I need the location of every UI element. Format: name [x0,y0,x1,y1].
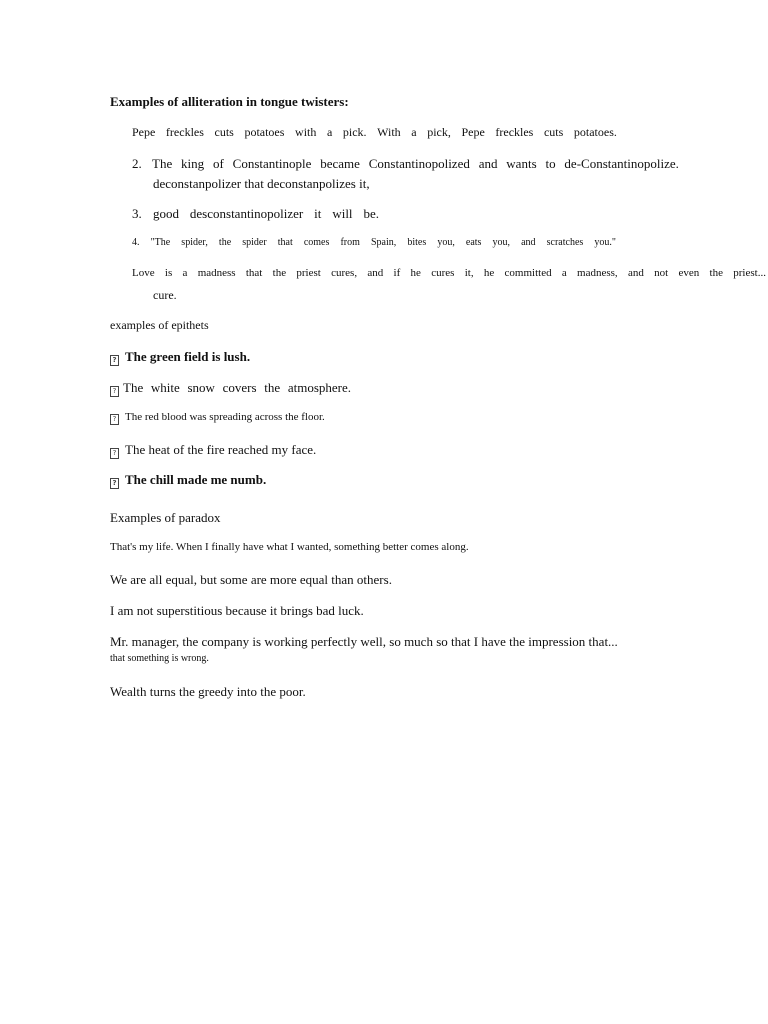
word: atmosphere. [287,380,351,395]
word: and [627,267,644,279]
word: and [367,267,384,279]
word: freckles [495,125,534,139]
alliteration-item-1-text [132,125,617,140]
alliteration-item-3-number: 3. [132,206,142,221]
word: a [182,267,188,279]
word: wants [506,156,537,171]
word: even [678,267,700,279]
word: and [521,237,536,248]
word: of [213,156,224,171]
word: covers [222,380,257,395]
word: priest [296,267,321,279]
word: Pepe [461,125,485,139]
word: Constantinopolized [368,156,470,171]
word: became [320,156,360,171]
word: it, [464,267,474,279]
word: cures, [331,267,358,279]
epithet-item-5-text: The chill made me numb. [125,472,267,487]
epithet-item-2 [110,380,353,397]
alliteration-item-5-line-2: cure. [153,288,177,302]
paradox-item-2: We are all equal, but some are more equal than others. [110,572,392,587]
epithet-item-5 [110,472,266,489]
alliteration-item-4 [132,237,616,248]
missing-glyph-bullet-icon: ? [110,448,119,459]
epithet-item-1 [110,349,250,366]
paradox-item-3: I am not superstitious because it brings bad luck. [110,603,364,618]
epithet-item-3 [110,411,325,425]
paradox-item-4-line-1: Mr. manager, the company is working perfectly well, so much so that I have the impression that... [110,634,618,649]
word: and [478,156,498,171]
missing-glyph-bullet-icon: ? [110,478,119,489]
word: the [709,267,723,279]
word: cuts [214,125,234,139]
word: With [377,125,401,139]
word: good [153,206,179,221]
word: a [326,125,333,139]
word: Love [132,267,155,279]
epithet-item-4-text: The heat of the fire reached my face. [125,442,317,457]
word: white [150,380,180,395]
alliteration-heading: Examples of alliteration in tongue twisters: [110,94,349,109]
word: not [654,267,669,279]
word: the [218,237,232,248]
word: you, [492,237,511,248]
word: you." [594,237,616,248]
paradox-item-4-line-2: that something is wrong. [110,653,209,664]
word: de-Constantinopolize. [564,156,679,171]
alliteration-item-5-line-1 [132,267,766,279]
word: will [332,206,353,221]
word: pick. [342,125,367,139]
word: spider, [181,237,208,248]
word: the [264,380,281,395]
epithet-item-2-text [123,380,351,396]
word: cuts [543,125,564,139]
alliteration-item-2-line-2: deconstanpolizer that deconstanpolizes it, [153,176,370,191]
word: spider [242,237,267,248]
missing-glyph-bullet-icon: ? [110,386,119,397]
word: desconstantinopolizer [189,206,304,221]
word: Constantinople [232,156,312,171]
alliteration-item-1 [132,125,617,140]
word: he [483,267,495,279]
word: cures [431,267,455,279]
word: with [295,125,317,139]
word: to [545,156,556,171]
word: freckles [165,125,204,139]
word: that [245,267,263,279]
word: comes [303,237,330,248]
word: "The [150,237,171,248]
word: it [314,206,322,221]
word: be. [363,206,379,221]
word: potatoes. [573,125,617,139]
epithet-item-4 [110,442,316,459]
missing-glyph-bullet-icon: ? [110,355,119,366]
word: Pepe [132,125,156,139]
missing-glyph-bullet-icon: ? [110,414,119,425]
word: snow [187,380,215,395]
word: is [164,267,173,279]
word: The [152,156,173,171]
word: a [561,267,567,279]
epithets-heading: examples of epithets [110,318,209,332]
epithet-item-1-text: The green field is lush. [125,349,251,364]
word: 4. [132,237,140,248]
word: committed [504,267,552,279]
paradox-item-1: That's my life. When I finally have what I wanted, something better comes along. [110,541,469,553]
word: potatoes [244,125,285,139]
word: the [272,267,287,279]
word: he [410,267,421,279]
word: if [393,267,401,279]
word: madness, [577,267,618,279]
alliteration-item-2-line-1 [152,156,679,172]
paradox-item-5: Wealth turns the greedy into the poor. [110,684,306,699]
word: you, [437,237,455,248]
word: bites [407,237,427,248]
word: scratches [546,237,584,248]
word: eats [465,237,482,248]
word: priest... [733,267,766,279]
word: madness [197,267,236,279]
epithet-item-3-text: The red blood was spreading across the floor. [125,411,325,423]
word: from [340,237,360,248]
alliteration-item-2-number: 2. [132,156,142,171]
alliteration-item-5 [132,267,768,279]
word: king [181,156,205,171]
alliteration-item-4-text [132,237,616,248]
word: a [411,125,417,139]
word: Spain, [370,237,397,248]
word: that [277,237,293,248]
alliteration-item-3-text [153,206,379,222]
word: The [123,380,144,395]
word: pick, [427,125,451,139]
paradox-heading: Examples of paradox [110,510,221,525]
